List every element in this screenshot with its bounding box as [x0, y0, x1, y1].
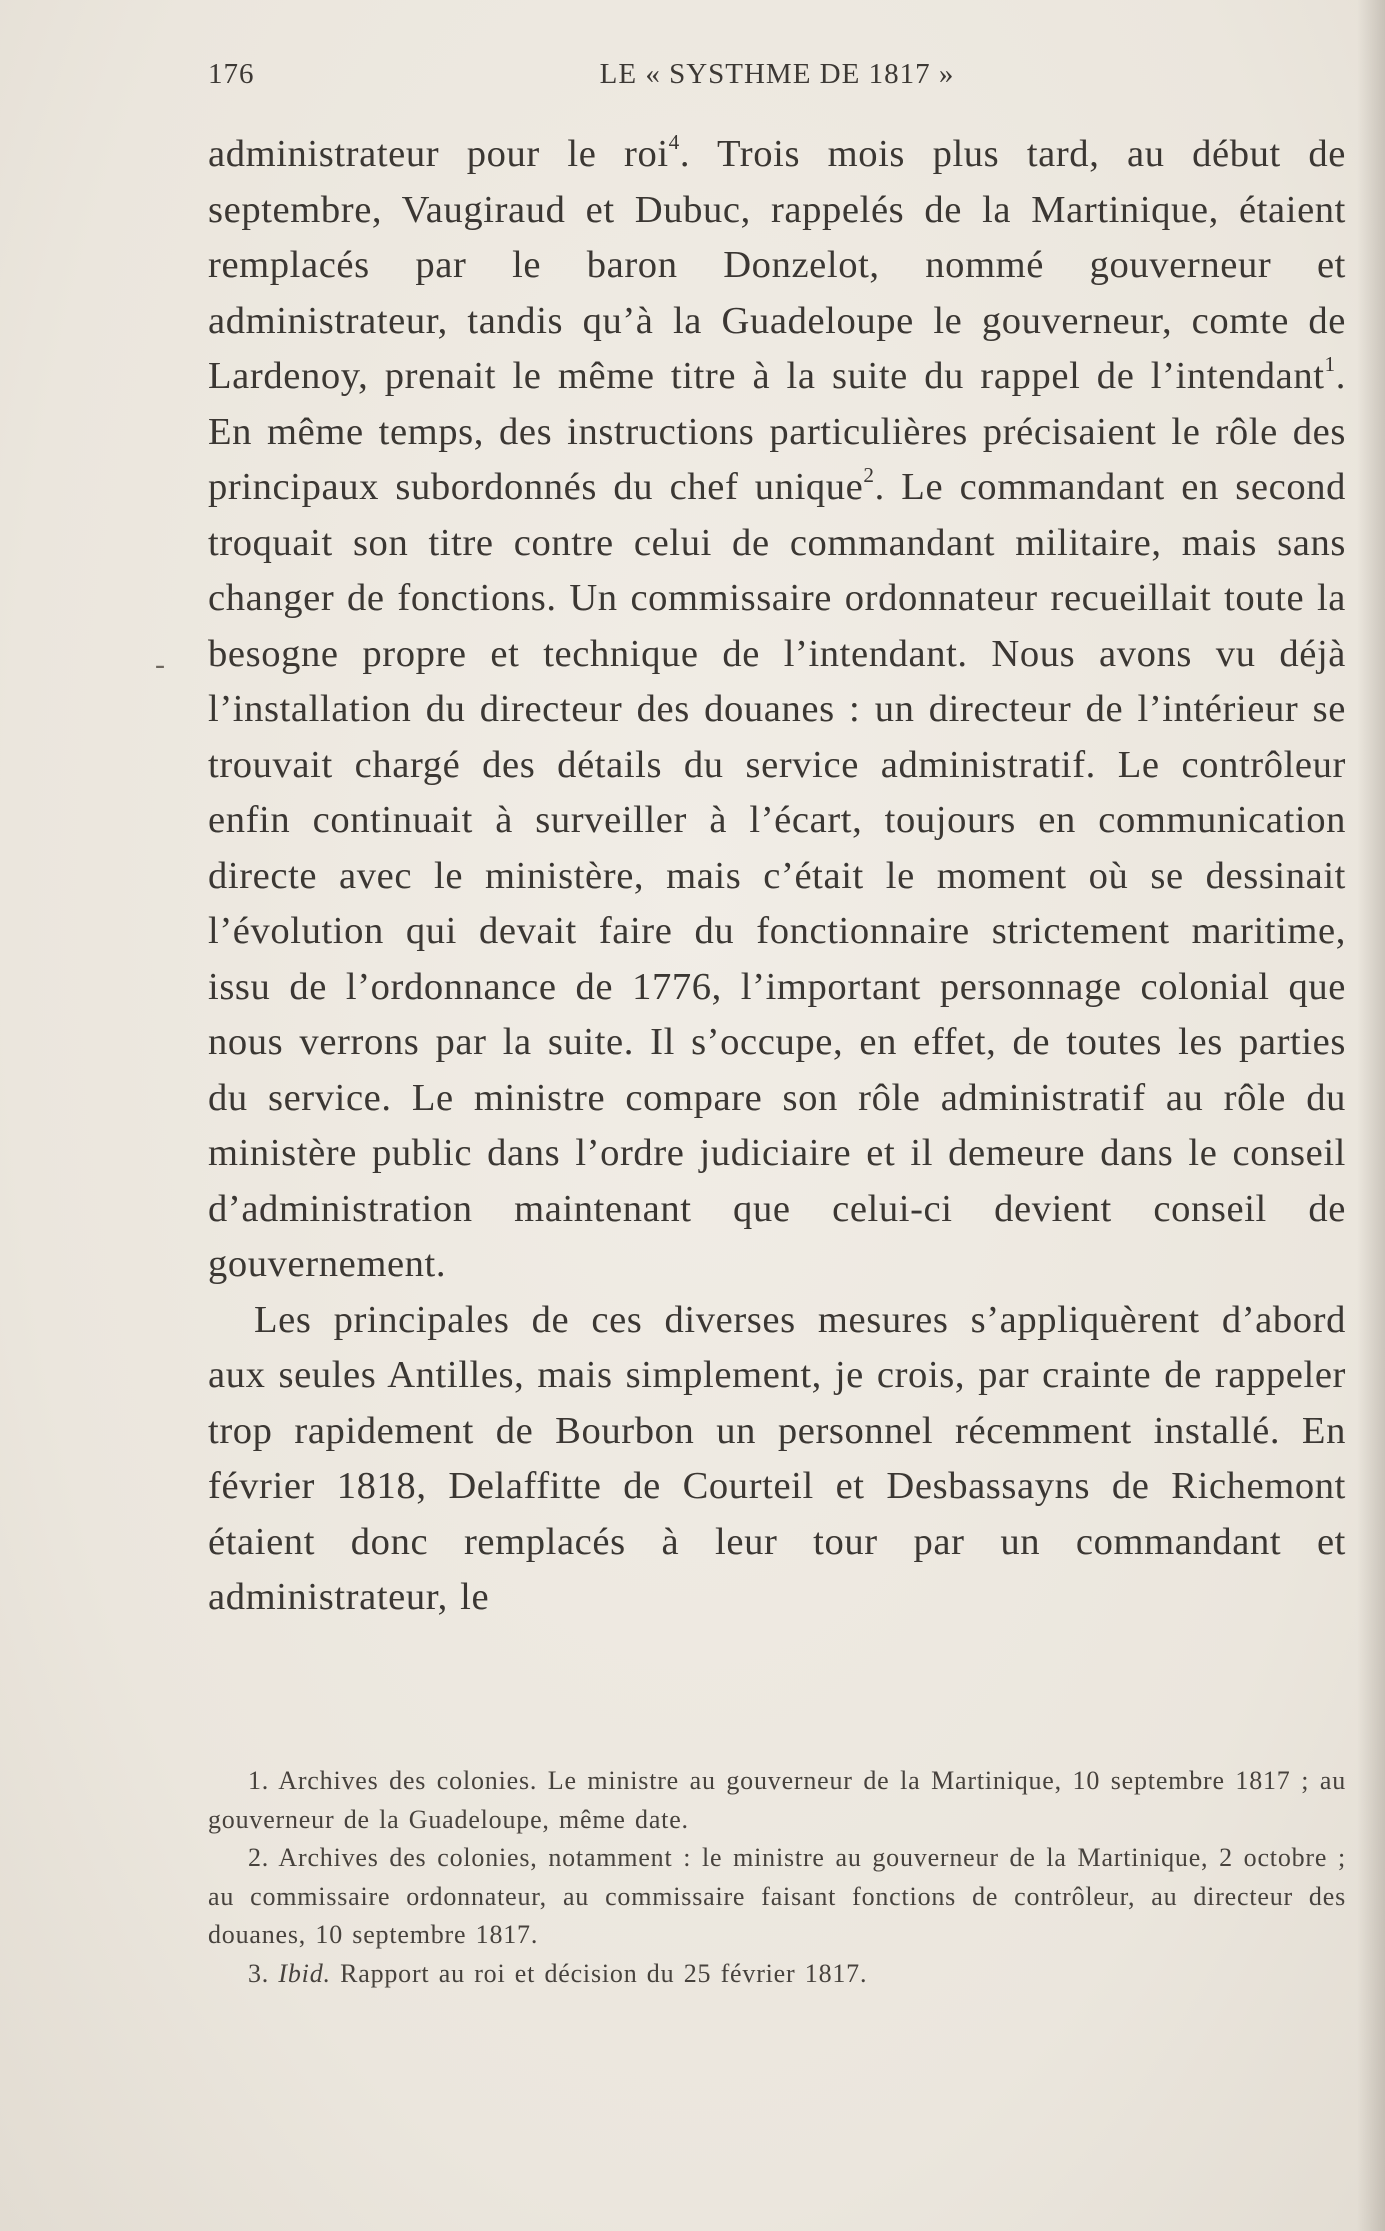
- page-number: 176: [208, 58, 255, 90]
- page-edge-shadow: [1357, 0, 1385, 2231]
- body-text: [208, 127, 1346, 1626]
- italic-text: Ibid.: [278, 1958, 331, 1988]
- paragraph: [208, 1293, 1346, 1626]
- page-header: [208, 58, 1346, 98]
- text-segment: . Trois mois plus tard, au début de septembre, Vaugiraud et Dubuc, rappelés de la Martinique, étaient remplacés par le baron Donzelot, nommé gouverneur et administrateur, tandis qu’à la Guadeloupe le gouverneur, comte de Lardenoy, prenait le même titre à la suite du rappel de l’intendant: [208, 133, 1347, 397]
- footnote-reference: 1: [1324, 352, 1336, 377]
- text-segment: 1. Archives des colonies. Le ministre au gouverneur de la Martinique, 10 septembre 1817 ; au gouverneur de la Guadeloupe, même date.: [208, 1766, 1346, 1834]
- text-segment: 3.: [248, 1958, 279, 1988]
- text-segment: . En même temps, des instructions particulières précisaient le rôle des principaux subordonnés du chef unique: [208, 355, 1346, 508]
- footnote-reference: 4: [668, 130, 680, 155]
- footnote: [208, 1955, 1346, 1994]
- text-segment: . Le commandant en second troquait son titre contre celui de commandant militaire, mais sans changer de fonctions. Un commissaire ordonnateur recueillait toute la besogne propre et technique de l’intendant. Nous avons vu déjà l’installation du directeur des douanes : un directeur de l’intérieur se trouvait chargé des détails du service administratif. Le contrôleur enfin continuait à surveiller à l’écart, toujours en communication directe avec le ministère, mais c’était le moment où se dessinait l’évolution qui devait faire du fonctionnaire strictement maritime, issu de l’ordonnance de 1776, l’important personnage colonial que nous verrons par la suite. Il s’occupe, en effet, de toutes les parties du service. Le ministre compare son rôle administratif au rôle du ministère public dans l’ordre judiciaire et il demeure dans le conseil d’administration maintenant que celui-ci devient conseil de gouvernement.: [208, 466, 1346, 1285]
- footnotes: [208, 1762, 1346, 1993]
- text-segment: Les principales de ces diverses mesures s’appliquèrent d’abord aux seules Antilles, mais simplement, je crois, par crainte de rappeler trop rapidement de Bourbon un personnel récemment installé. En février 1818, Delaffitte de Courteil et Desbassayns de Richemont étaient donc remplacés à leur tour par un commandant et administrateur, le: [208, 1298, 1346, 1618]
- footnote: [208, 1839, 1346, 1955]
- running-title: LE « SYSTHME DE 1817 »: [599, 58, 955, 90]
- text-segment: 2. Archives des colonies, notamment : le ministre au gouverneur de la Martinique, 2 octobre ; au commissaire ordonnateur, au commissaire faisant fonctions de contrôleur, au directeur des douanes, 10 septembre 1817.: [208, 1843, 1346, 1949]
- text-segment: Rapport au roi et décision du 25 février 1817.: [330, 1958, 868, 1988]
- footnote: [208, 1762, 1346, 1839]
- text-segment: administrateur pour le roi: [208, 133, 669, 175]
- margin-mark: -: [155, 648, 165, 681]
- footnote-reference: 2: [863, 463, 875, 488]
- paragraph: [208, 127, 1346, 1293]
